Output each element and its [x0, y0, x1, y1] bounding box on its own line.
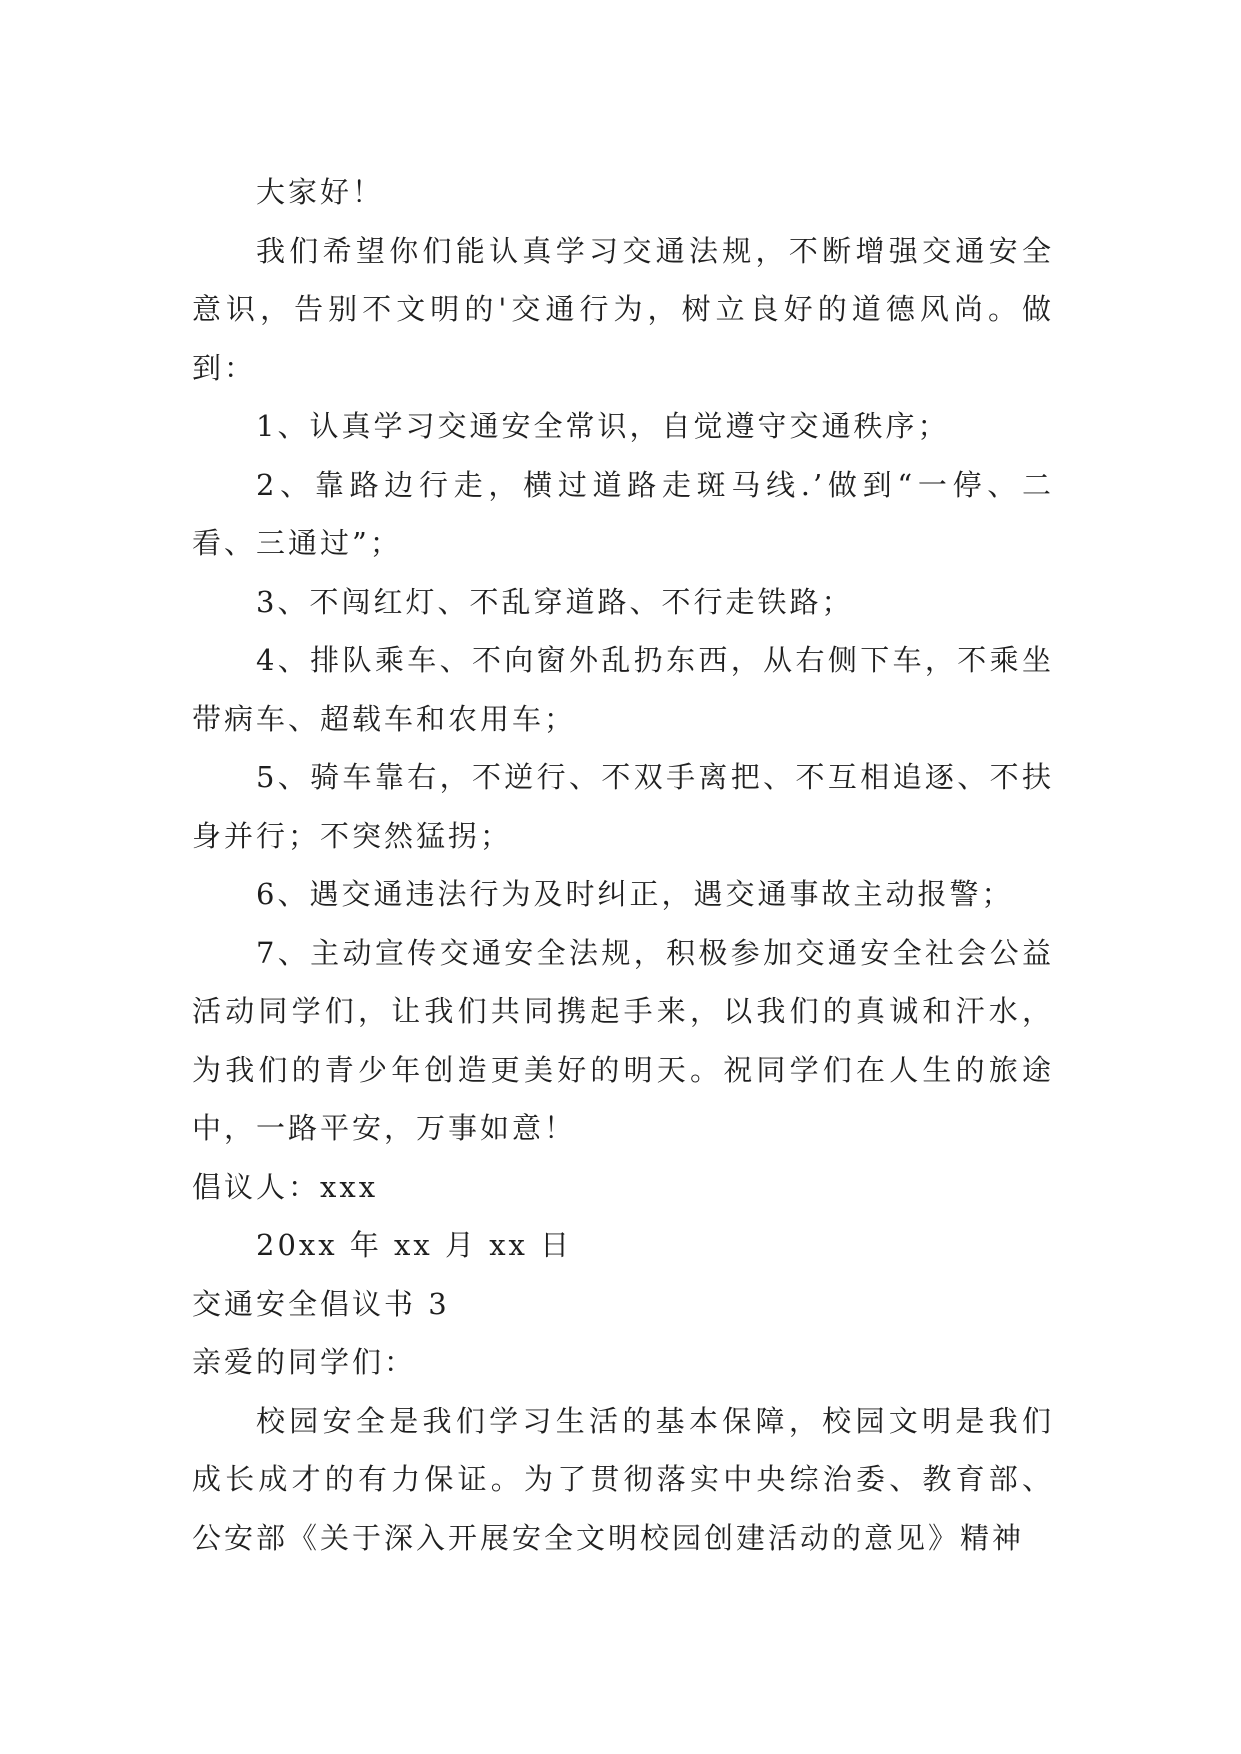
list-item-7: 7、主动宣传交通安全法规，积极参加交通安全社会公益活动同学们，让我们共同携起手来，以我们的真诚和汗水，为我们的青少年创造更美好的明天。祝同学们在人生的旅途中，一路平安，万事如意！: [192, 935, 1054, 1145]
list-item-5: 5、骑车靠右，不逆行、不双手离把、不互相追逐、不扶身并行；不突然猛拐；: [192, 760, 1054, 853]
list-item-4: 4、排队乘车、不向窗外乱扔东西，从右侧下车，不乘坐带病车、超载车和农用车；: [192, 643, 1054, 736]
paragraph-intro: 我们希望你们能认真学习交通法规，不断增强交通安全意识，告别不文明的'交通行为，树立良好的道德风尚。做到：: [192, 233, 1054, 385]
list-item-6: 6、遇交通违法行为及时纠正，遇交通事故主动报警；: [256, 877, 1014, 911]
paragraph-greeting: 大家好！: [256, 175, 385, 209]
salutation: 亲爱的同学们：: [192, 1345, 417, 1379]
document-body: [192, 163, 1054, 1567]
paragraph-campus-safety: 校园安全是我们学习生活的基本保障，校园文明是我们成长成才的有力保证。为了贯彻落实中央综治委、教育部、公安部《关于深入开展安全文明校园创建活动的意见》精神: [192, 1403, 1054, 1555]
list-item-3: 3、不闯红灯、不乱穿道路、不行走铁路；: [256, 584, 854, 619]
date-line: 20xx 年 xx 月 xx 日: [256, 1228, 573, 1262]
list-item-1: 1、认真学习交通安全常识，自觉遵守交通秩序；: [256, 409, 950, 443]
section-title: 交通安全倡议书 3: [192, 1286, 450, 1321]
list-item-2: 2、靠路边行走，横过道路走斑马线.’做到“一停、二看、三通过”；: [192, 467, 1054, 560]
signature-line: 倡议人：xxx: [192, 1169, 379, 1204]
